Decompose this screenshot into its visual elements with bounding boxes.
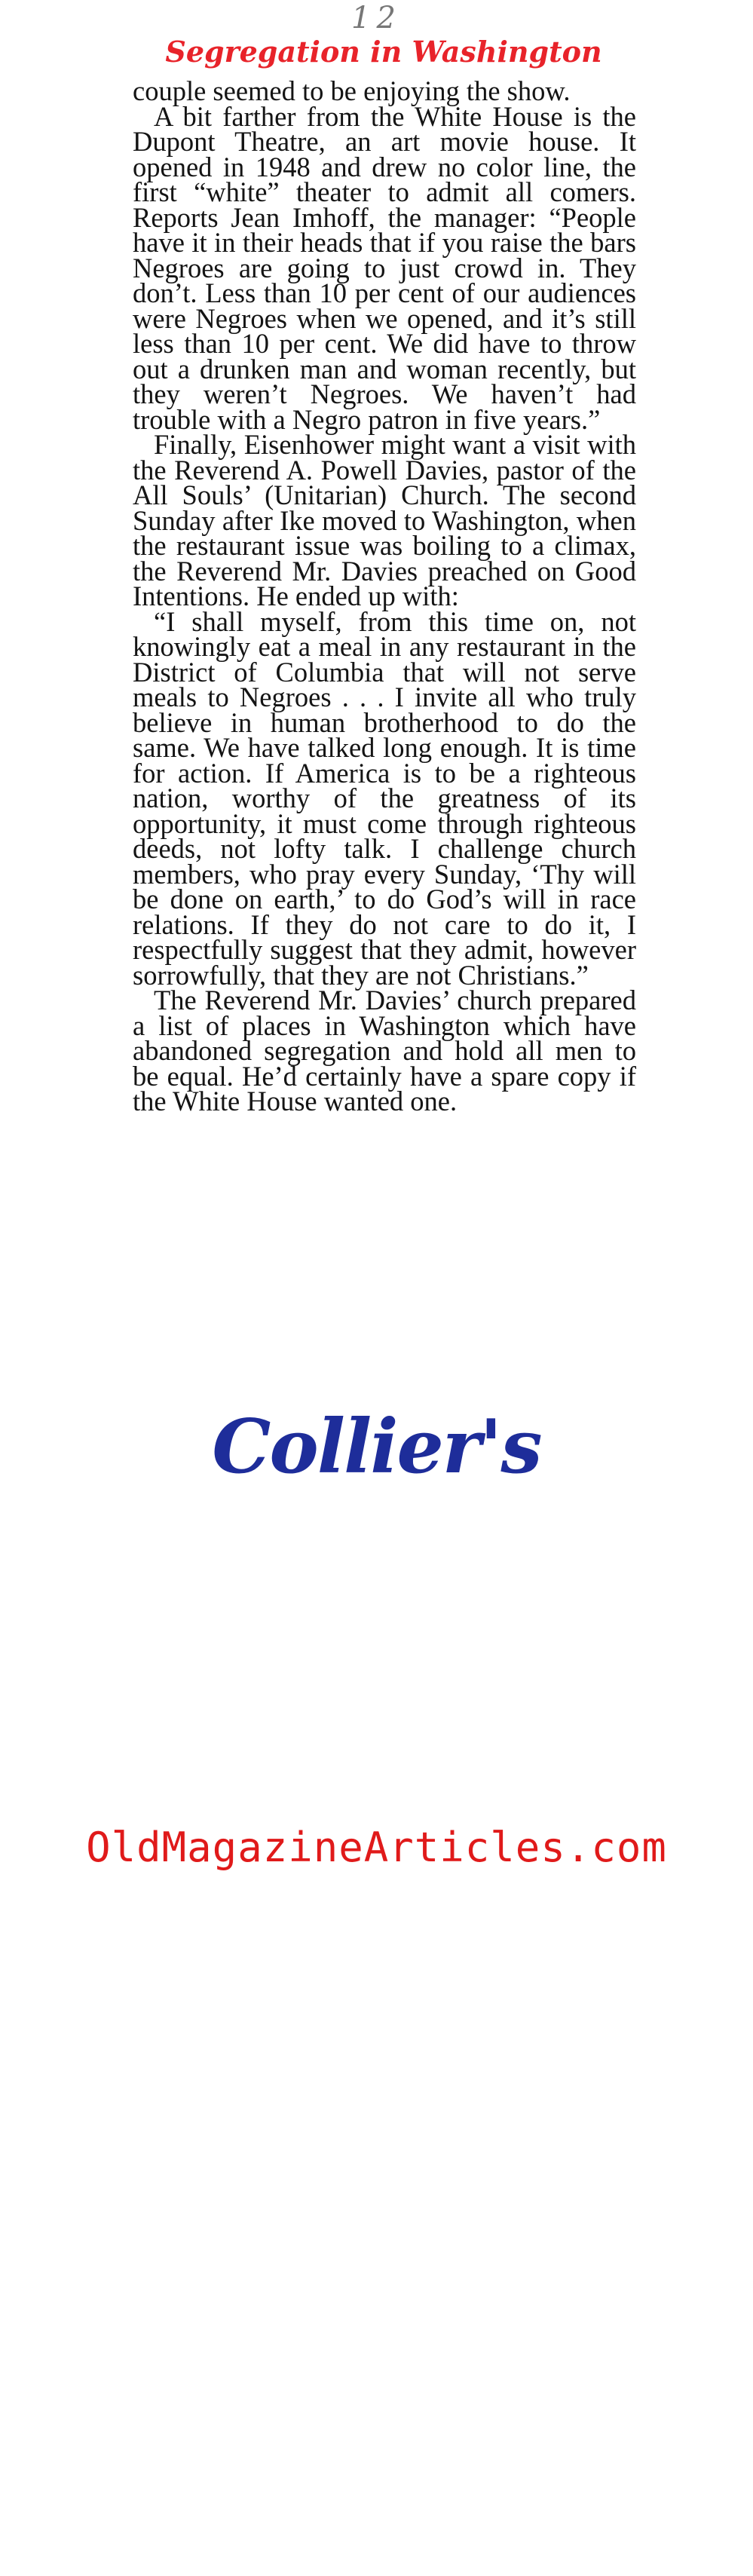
site-watermark: OldMagazineArticles.com: [86, 1824, 667, 1871]
article-paragraph: The Reverend Mr. Davies’ church prepared a list of places in Washington which have abandoned segregation and hold all men to be equal. He’d certainly have a spare copy if the White House wanted one.: [133, 985, 636, 1116]
page-number: 12: [351, 1, 402, 35]
article-quote: “I shall myself, from this time on, not knowingly eat a meal in any restaurant in the District of Columbia that will not serve meals to Negroes . . . I invite all who truly believe in human brotherhood to do the same. We have talked long enough. It is time for action. If America is to be a righteous nation, worthy of the greatness of its opportunity, it must come through righteous deeds, not lofty talk. I challenge church members, who pray every Sunday, ‘Thy will be done on earth,’ to do God’s will in race relations. If they do not care to do it, I respectfully suggest that they admit, however sorrowfully, that they are not Christians.”: [133, 605, 636, 991]
colliers-logo: Collier's: [212, 1404, 541, 1490]
article-title: Segregation in Washington: [165, 35, 602, 69]
article-paragraph: A bit farther from the White House is the Dupont Theatre, an art movie house. It opened in 1948 and drew no color line, the first “white” theater to admit all comers. Reports Jean Imhoff, the manager: “People have it in their heads that if you raise the bars Negroes are going to just crowd in. They don’t. Less than 10 per cent of our audiences were Negroes when we opened, and it’s still less than 10 per cent. We did have to throw out a drunken man and woman recently, but they weren’t Negroes. We haven’t had trouble with a Negro patron in five years.”: [133, 100, 636, 435]
article-body: [133, 75, 636, 1116]
article-paragraph: couple seemed to be enjoying the show.: [133, 75, 571, 106]
article-paragraph: Finally, Eisenhower might want a visit with the Reverend A. Powell Davies, pastor of the All Souls’ (Unitarian) Church. The second Sunday after Ike moved to Washington, when the restaurant issue was boiling to a climax, the Reverend Mr. Davies preached on Good Intentions. He ended up with:: [133, 429, 636, 611]
